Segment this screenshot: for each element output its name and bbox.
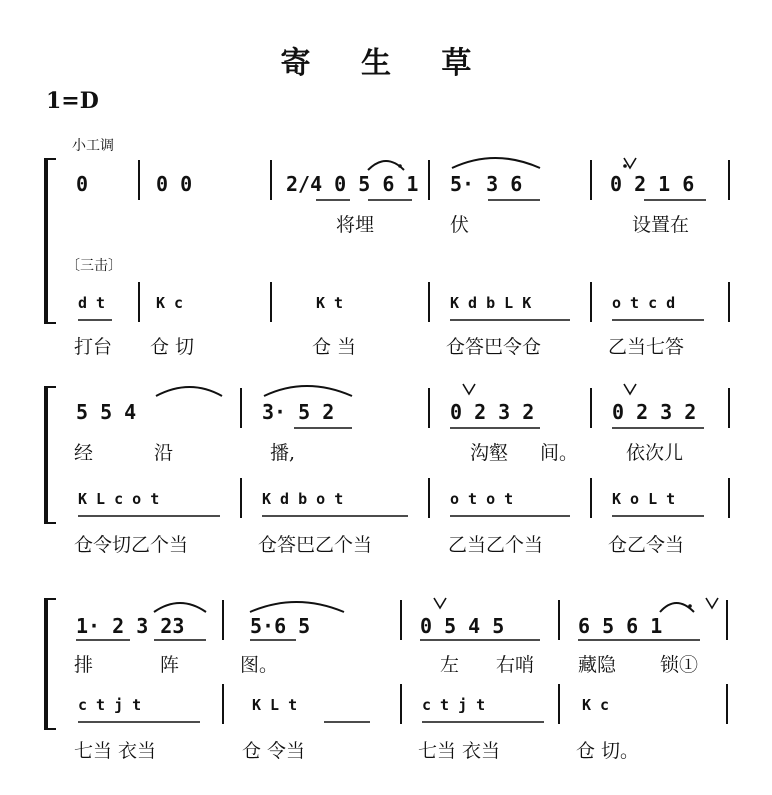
- perc-s3-m4: K c: [582, 696, 610, 714]
- perc-word-s2-3: 乙当乙个当: [448, 534, 544, 556]
- lyric-s3-4: 左: [440, 654, 460, 676]
- perc-word-s2-4: 仓乙令当: [608, 534, 685, 556]
- perc-word-s2-2: 仓答巴乙个当: [258, 534, 373, 556]
- lyric-s3-3: 图。: [240, 654, 279, 676]
- notes-s2-m3: 0 2 3 2: [450, 400, 535, 424]
- notes-s1-m3: 2/4 0 5 6 1: [286, 172, 419, 196]
- lyric-s2-2: 沿: [154, 442, 174, 464]
- lyric-s1-2: 伏: [450, 214, 470, 236]
- song-title: 寄 生 草: [280, 46, 492, 81]
- perc-s3-m1: c t j t: [78, 696, 142, 714]
- lyric-s3-7: 锁①: [660, 654, 699, 676]
- perc-s1-m1: d t: [78, 294, 106, 312]
- perc-s2-m3: o t o t: [450, 490, 514, 508]
- lyric-s3-1: 排: [74, 654, 94, 676]
- perc-s1-m4: K d b L K: [450, 294, 532, 312]
- perc-s2-m2: K d b o t: [262, 490, 344, 508]
- perc-word-s1-5: 乙当七答: [608, 336, 685, 358]
- perc-s1-m3: K t: [316, 294, 344, 312]
- perc-s2-m1: K L c o t: [78, 490, 160, 508]
- notes-s2-m1: 5 5 4: [76, 400, 137, 424]
- lyric-s3-2: 阵: [160, 654, 180, 676]
- perc-word-s1-3: 仓 当: [312, 336, 357, 358]
- key-signature: 1=D: [46, 88, 99, 114]
- notes-s3-m3: 0 5 4 5: [420, 614, 505, 638]
- mode-label: 小工调: [72, 138, 114, 154]
- lyric-s2-5: 间。: [540, 442, 579, 464]
- notes-s3-m4: 6 5 6 1: [578, 614, 663, 638]
- perc-word-s1-2: 仓 切: [150, 336, 195, 358]
- perc-s2-m4: K o L t: [612, 490, 676, 508]
- perc-word-s3-3: 七当 衣当: [418, 740, 501, 762]
- notes-s2-m4: 0 2 3 2: [612, 400, 697, 424]
- lyric-s3-6: 藏隐: [578, 654, 617, 676]
- notes-s3-m2: 5·6 5: [250, 614, 311, 638]
- lyric-s3-5: 右哨: [496, 654, 535, 676]
- percussion-intro-label: 〔三击〕: [66, 258, 122, 274]
- lyric-s2-6: 依次儿: [626, 442, 684, 464]
- lyric-s2-3: 播,: [270, 442, 296, 464]
- perc-word-s1-4: 仓答巴令仓: [446, 336, 542, 358]
- perc-s3-m2: K L t: [252, 696, 298, 714]
- lyric-s1-3: 设置在: [632, 214, 690, 236]
- notes-s3-m1: 1· 2 3 23: [76, 614, 185, 638]
- lyric-s2-4: 沟壑: [470, 442, 509, 464]
- perc-word-s3-4: 仓 切。: [576, 740, 640, 762]
- notes-s2-m2: 3· 5 2: [262, 400, 335, 424]
- perc-word-s2-1: 仓令切乙个当: [74, 534, 189, 556]
- lyric-s2-1: 经: [74, 442, 94, 464]
- lyric-s1-1: 将埋: [336, 214, 375, 236]
- perc-s1-m2: K c: [156, 294, 184, 312]
- notes-s1-m5: 0 2 1 6: [610, 172, 695, 196]
- perc-word-s1-1: 打台: [74, 336, 113, 358]
- notes-s1-m1: 0: [76, 172, 89, 196]
- perc-word-s3-2: 仓 令当: [242, 740, 306, 762]
- perc-s1-m5: o t c d: [612, 294, 676, 312]
- notes-s1-m4: 5· 3 6: [450, 172, 523, 196]
- perc-word-s3-1: 七当 衣当: [74, 740, 157, 762]
- perc-s3-m3: c t j t: [422, 696, 486, 714]
- notes-s1-m2: 0 0: [156, 172, 193, 196]
